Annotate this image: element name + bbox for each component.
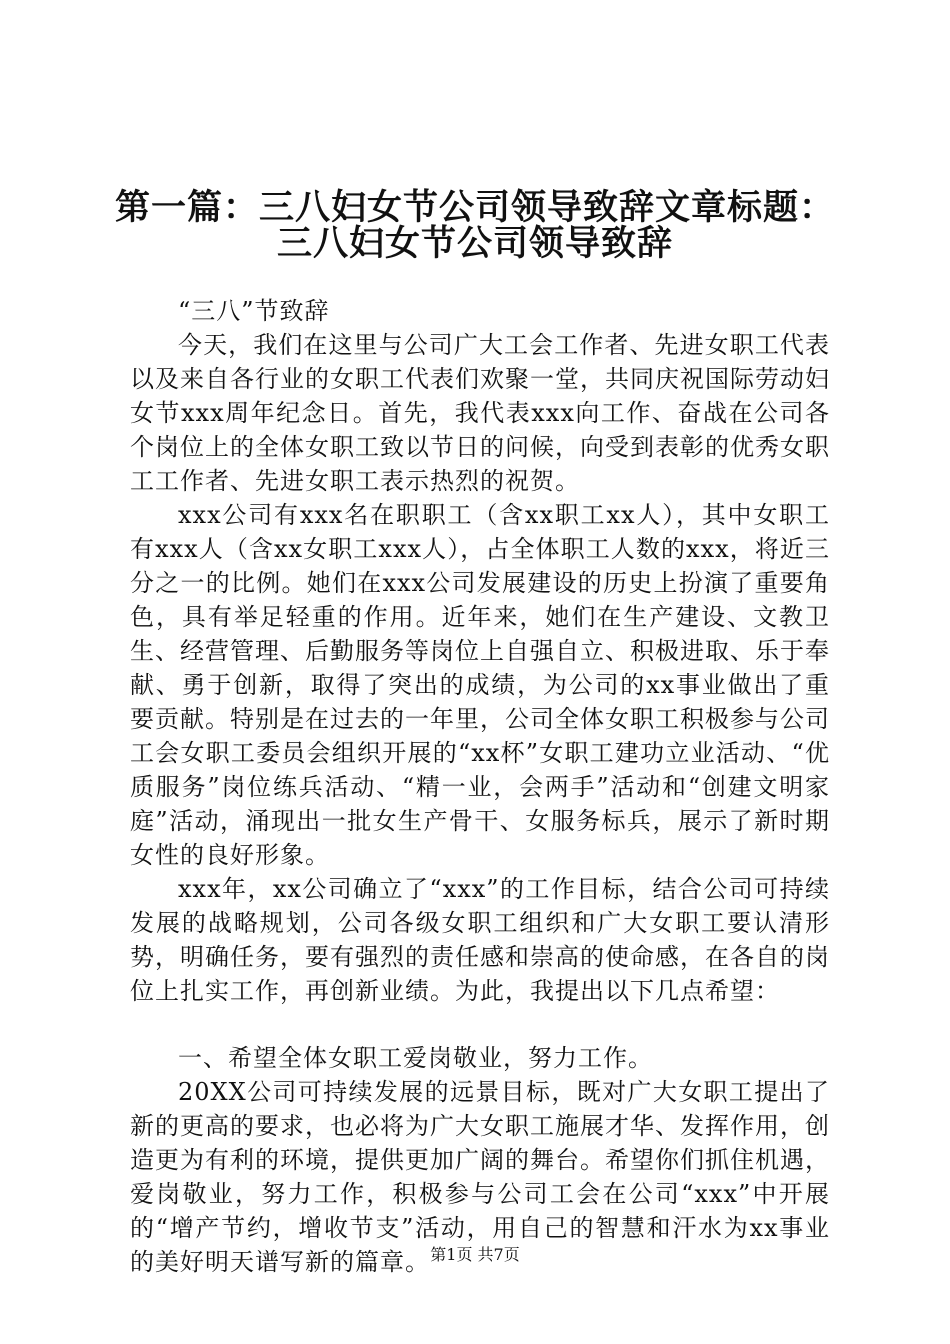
paragraph: 今天，我们在这里与公司广大工会工作者、先进女职工代表以及来自各行业的女职工代表们欢聚一堂，共同庆祝国际劳动妇女节xxx周年纪念日。首先，我代表xxx向工作、奋战在公司各个岗位上的全体女职工致以节日的问候，向受到表彰的优秀女职工工作者、先进女职工表示热烈的祝贺。: [130, 331, 830, 495]
paragraph: xxx年，xx公司确立了“xxx”的工作目标，结合公司可持续发展的战略规划，公司各级女职工组织和广大女职工要认清形势，明确任务，要有强烈的责任感和崇高的使命感，在各自的岗位上扎实工作，再创新业绩。为此，我提出以下几点希望：: [130, 875, 830, 1005]
document-title-line2: 三八妇女节公司领导致辞: [276, 223, 673, 264]
paragraph: xxx公司有xxx名在职职工（含xx职工xx人），其中女职工有xxx人（含xx女职工xxx人），占全体职工人数的xxx，将近三分之一的比例。她们在xxx公司发展建设的历史上扮演了重要角色，具有举足轻重的作用。近年来，她们在生产建设、文教卫生、经营管理、后勤服务等岗位上自强自立、积极进取、乐于奉献、勇于创新，取得了突出的成绩，为公司的xx事业做出了重要贡献。特别是在过去的一年里，公司全体女职工积极参与公司工会女职工委员会组织开展的“xx杯”女职工建功立业活动、“优质服务”岗位练兵活动、“精一业，会两手”活动和“创建文明家庭”活动，涌现出一批女生产骨干、女服务标兵，展示了新时期女性的良好形象。: [130, 501, 830, 869]
page-number-footer: 第1页 共7页: [430, 1245, 520, 1264]
paragraph: 20XX公司可持续发展的远景目标，既对广大女职工提出了新的更高的要求，也必将为广大女职工施展才华、发挥作用，创造更为有利的环境，提供更加广阔的舞台。希望你们抓住机遇，爱岗敬业，努力工作，积极参与公司工会在公司“xxx”中开展的“增产节约，增收节支”活动，用自己的智慧和汗水为xx事业的美好明天谱写新的篇章。: [130, 1078, 830, 1276]
document-body: [130, 294, 830, 1279]
section-heading: 一、希望全体女职工爱岗敬业，努力工作。: [178, 1044, 653, 1072]
paragraph-heading: “三八”节致辞: [178, 297, 330, 325]
document-title-line1: 第一篇：三八妇女节公司领导致辞文章标题：: [114, 187, 835, 228]
